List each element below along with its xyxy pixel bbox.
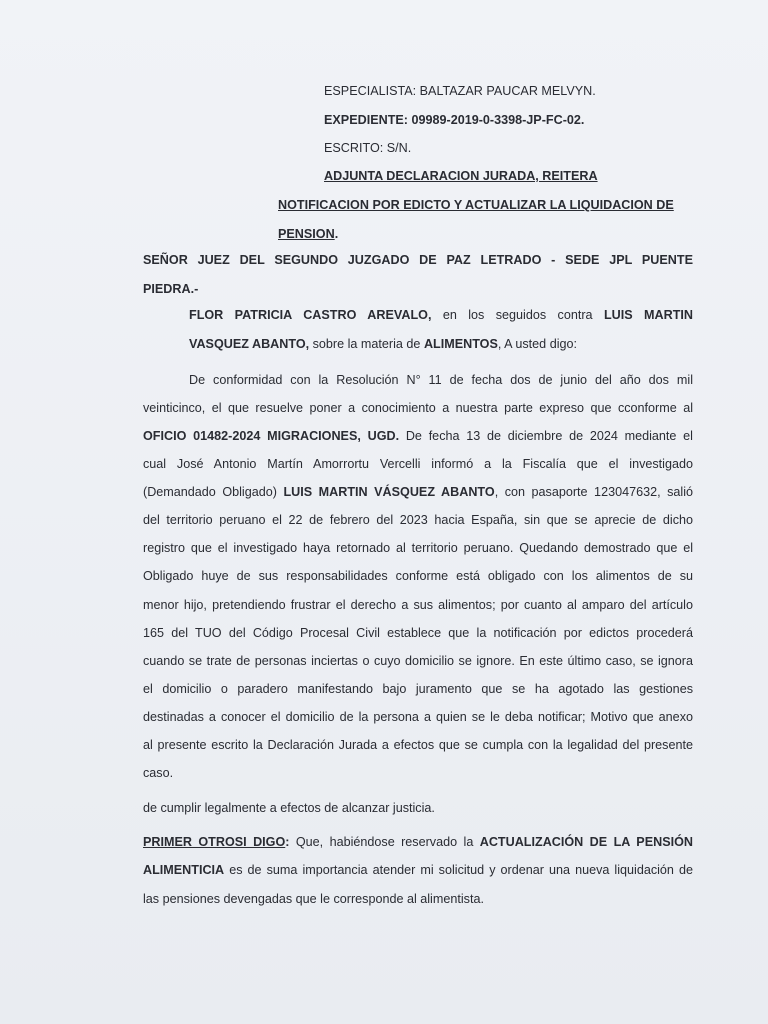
body-line-7: registro que el investigado haya retornado al territorio peruano. Quedando demostrado que el <box>143 541 693 555</box>
intro-line-2 <box>189 336 577 352</box>
otrosi-label: PRIMER OTROSI DIGO <box>143 835 286 849</box>
otrosi-bold-1: ACTUALIZACIÓN DE LA PENSIÓN <box>479 835 693 849</box>
petitioner-name: FLOR PATRICIA CASTRO AREVALO, <box>189 308 432 322</box>
body-line-3 <box>143 428 693 444</box>
body-line-10: 165 del TUO del Código Procesal Civil establece que la notificación por edictos procederá <box>143 626 693 640</box>
oficio-reference: OFICIO 01482-2024 MIGRACIONES, UGD. <box>143 429 400 443</box>
matter: ALIMENTOS <box>423 337 498 351</box>
body-line-11: cuando se trate de personas inciertas o cuyo domicilio se ignore. En este último caso, se ignora <box>143 654 693 668</box>
body-line-8: Obligado huye de sus responsabilidades conforme está obligado con los alimentos de su <box>143 569 693 583</box>
intro-text-3: , A usted digo: <box>497 337 577 351</box>
sumilla-pension: PENSION <box>278 227 335 241</box>
sumilla-period: . <box>334 227 339 241</box>
otrosi-colon: : <box>285 835 290 849</box>
body-line-15: caso. <box>143 766 174 780</box>
intro-text-1: en los seguidos contra <box>431 308 604 322</box>
body-line-5 <box>143 484 693 500</box>
body-line-14: al presente escrito la Declaración Jurada a efectos que se cumpla con la legalidad del presente <box>143 738 693 752</box>
defendant-name-2: VASQUEZ ABANTO, <box>189 337 310 351</box>
otrosi-text-1: Que, habiéndose reservado la <box>289 835 480 849</box>
defendant-full-name: LUIS MARTIN VÁSQUEZ ABANTO <box>283 485 495 499</box>
sumilla-line-2: NOTIFICACION POR EDICTO Y ACTUALIZAR LA LIQUIDACION DE <box>278 198 674 212</box>
otrosi-line-1 <box>143 834 693 850</box>
intro-line-1 <box>189 307 693 323</box>
otrosi-line-3: las pensiones devengadas que le corresponde al alimentista. <box>143 892 484 906</box>
body-line-6: del territorio peruano el 22 de febrero del 2023 hacia España, sin que se aprecie de dicho <box>143 513 693 527</box>
body-line-2: veinticinco, el que resuelve poner a conocimiento a nuestra parte expreso que cconforme al <box>143 401 693 415</box>
body-line-12: el domicilio o paradero manifestando bajo juramento que se ha agotado las gestiones <box>143 682 693 696</box>
intro-text-2: sobre la materia de <box>309 337 424 351</box>
escrito-line: ESCRITO: S/N. <box>324 141 412 155</box>
defendant-name-1: LUIS MARTIN <box>603 308 694 322</box>
body-line-1: De conformidad con la Resolución N° 11 de fecha dos de junio del año dos mil <box>189 373 693 387</box>
sumilla-line-3 <box>278 226 338 242</box>
body-line-4: cual José Antonio Martín Amorrortu Vercelli informó a la Fiscalía que el investigado <box>143 457 693 471</box>
otrosi-bold-2: ALIMENTICIA <box>143 863 225 877</box>
body-line-5-b: , con pasaporte 123047632, salió <box>494 485 694 499</box>
sumilla-line-1: ADJUNTA DECLARACION JURADA, REITERA <box>324 169 598 183</box>
addressee-line-2: PIEDRA.- <box>143 282 199 296</box>
especialista-line: ESPECIALISTA: BALTAZAR PAUCAR MELVYN. <box>324 84 596 98</box>
body-line-9: menor hijo, pretendiendo frustrar el derecho a sus alimentos; por cuanto al amparo del artículo <box>143 598 693 612</box>
closing-line: de cumplir legalmente a efectos de alcanzar justicia. <box>143 801 435 815</box>
body-line-13: destinadas a conocer el domicilio de la persona a quien se le deba notificar; Motivo que anexo <box>143 710 693 724</box>
addressee-line-1: SEÑOR JUEZ DEL SEGUNDO JUZGADO DE PAZ LETRADO - SEDE JPL PUENTE <box>143 253 693 267</box>
otrosi-text-2: es de suma importancia atender mi solicitud y ordenar una nueva liquidación de <box>224 863 693 877</box>
expediente-line: EXPEDIENTE: 09989-2019-0-3398-JP-FC-02. <box>324 113 585 127</box>
otrosi-line-2 <box>143 862 693 878</box>
body-line-3-rest: De fecha 13 de diciembre de 2024 mediante el <box>399 429 693 443</box>
body-line-5-a: (Demandado Obligado) <box>143 485 284 499</box>
